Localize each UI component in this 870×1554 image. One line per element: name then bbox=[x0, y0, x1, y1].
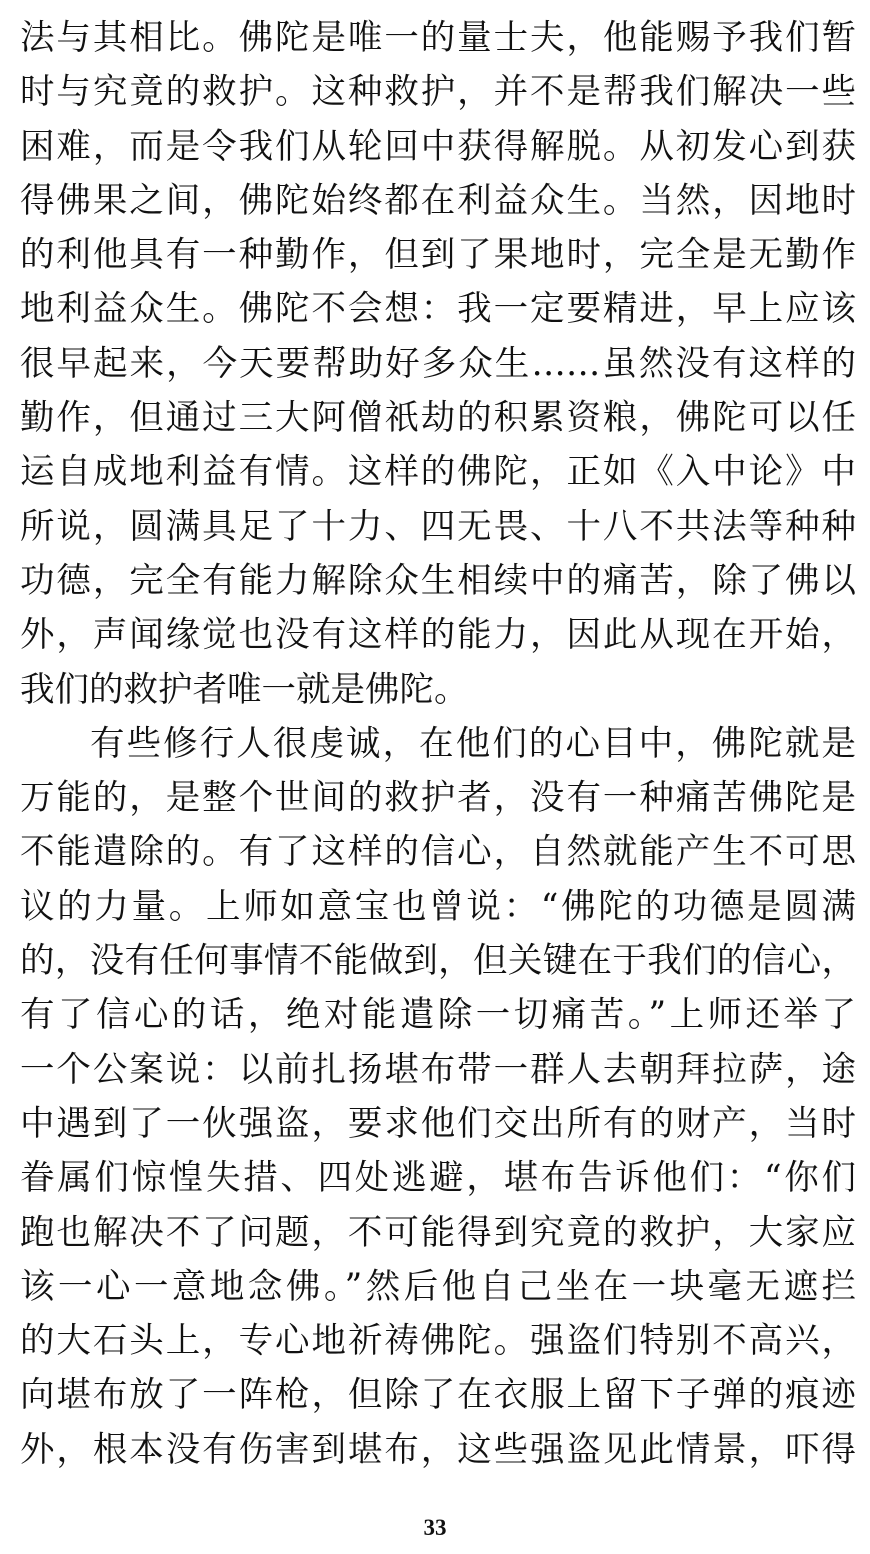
text-line: 所说，圆满具足了十力、四无畏、十八不共法等种种 bbox=[20, 506, 856, 547]
text-line: 的利他具有一种勤作，但到了果地时，完全是无勤作 bbox=[20, 235, 856, 276]
text-line: 该一心一意地念佛。”然后他自己坐在一块毫无遮拦 bbox=[20, 1266, 856, 1307]
text-line: 跑也解决不了问题，不可能得到究竟的救护，大家应 bbox=[20, 1212, 856, 1253]
body-text bbox=[20, 11, 856, 1477]
text-line: 功德，完全有能力解除众生相续中的痛苦，除了佛以 bbox=[20, 560, 856, 601]
text-line: 眷属们惊惶失措、四处逃避，堪布告诉他们：“你们 bbox=[20, 1158, 856, 1199]
page-number: 33 bbox=[423, 1515, 447, 1540]
text-line: 时与究竟的救护。这种救护，并不是帮我们解决一些 bbox=[20, 72, 856, 113]
text-line: 的，没有任何事情不能做到，但关键在于我们的信心， bbox=[20, 941, 856, 982]
text-line: 外，声闻缘觉也没有这样的能力，因此从现在开始， bbox=[20, 615, 856, 656]
text-line: 向堪布放了一阵枪，但除了在衣服上留下子弹的痕迹 bbox=[20, 1375, 856, 1416]
text-line: 万能的，是整个世间的救护者，没有一种痛苦佛陀是 bbox=[20, 778, 856, 819]
text-line: 法与其相比。佛陀是唯一的量士夫，他能赐予我们暂 bbox=[20, 18, 856, 58]
text-line: 议的力量。上师如意宝也曾说：“佛陀的功德是圆满 bbox=[20, 886, 856, 927]
text-line: 有些修行人很虔诚，在他们的心目中，佛陀就是 bbox=[90, 723, 856, 764]
text-line: 地利益众生。佛陀不会想：我一定要精进，早上应该 bbox=[20, 289, 856, 330]
text-line: 不能遣除的。有了这样的信心，自然就能产生不可思 bbox=[20, 832, 856, 873]
text-line: 困难，而是令我们从轮回中获得解脱。从初发心到获 bbox=[20, 126, 856, 167]
text-line: 有了信心的话，绝对能遣除一切痛苦。”上师还举了 bbox=[20, 995, 856, 1036]
text-line: 得佛果之间，佛陀始终都在利益众生。当然，因地时 bbox=[20, 180, 856, 221]
paragraph-2 bbox=[20, 717, 856, 1477]
text-line: 外，根本没有伤害到堪布，这些强盗见此情景，吓得 bbox=[20, 1429, 856, 1470]
text-line: 的大石头上，专心地祈祷佛陀。强盗们特别不高兴， bbox=[20, 1321, 856, 1362]
text-line: 很早起来，今天要帮助好多众生……虽然没有这样的 bbox=[20, 343, 856, 384]
text-line: 中遇到了一伙强盗，要求他们交出所有的财产，当时 bbox=[20, 1103, 856, 1144]
text-line: 一个公案说：以前扎扬堪布带一群人去朝拜拉萨，途 bbox=[20, 1049, 856, 1090]
text-line: 运自成地利益有情。这样的佛陀，正如《入中论》中 bbox=[20, 452, 856, 493]
text-line: 我们的救护者唯一就是佛陀。 bbox=[20, 669, 469, 710]
text-line: 勤作，但通过三大阿僧祇劫的积累资粮，佛陀可以任 bbox=[20, 398, 856, 439]
paragraph-1 bbox=[20, 11, 856, 717]
